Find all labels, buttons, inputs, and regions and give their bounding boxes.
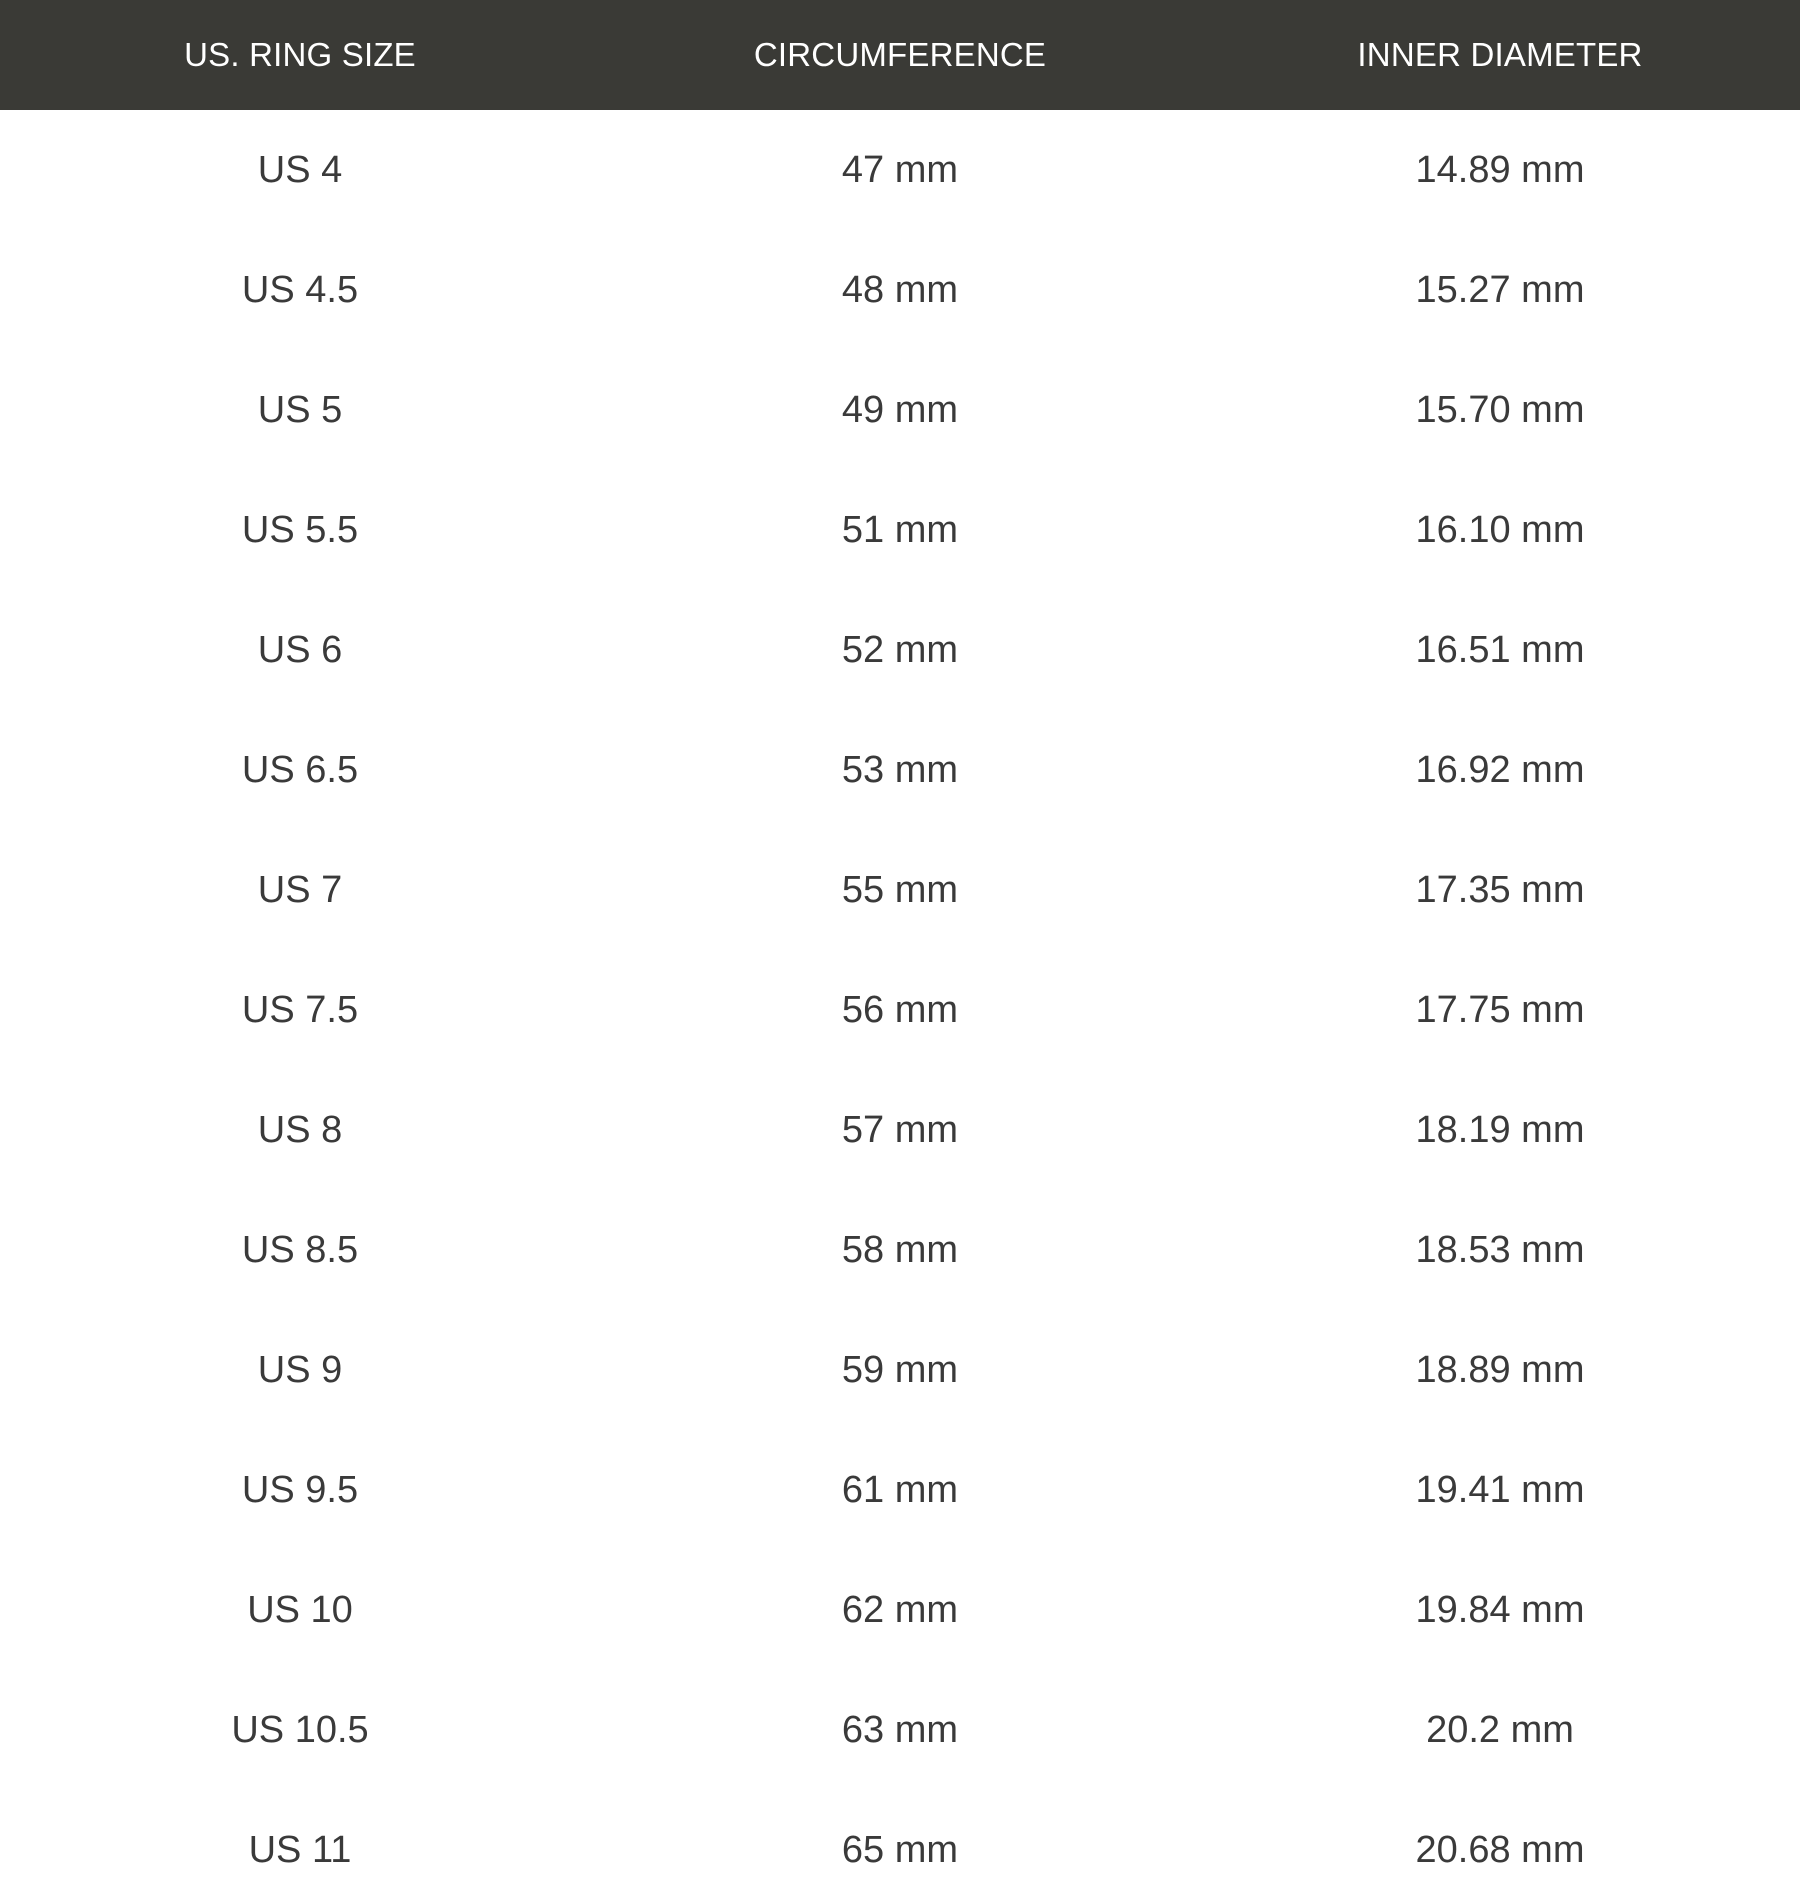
- header-circumference: CIRCUMFERENCE: [753, 36, 1047, 73]
- cell-ring-size: US 7: [257, 868, 343, 911]
- cell-circumference: 49 mm: [841, 388, 959, 431]
- cell-ring-size: US 10: [247, 1588, 353, 1631]
- table-row: [0, 710, 1800, 830]
- cell-inner-diameter: 15.27 mm: [1415, 268, 1585, 311]
- cell-inner-diameter: 18.89 mm: [1415, 1348, 1585, 1391]
- table-row: [0, 1790, 1800, 1888]
- table-row: [0, 830, 1800, 950]
- cell-inner-diameter: 19.41 mm: [1415, 1468, 1585, 1511]
- cell-circumference: 56 mm: [841, 988, 959, 1031]
- cell-inner-diameter: 19.84 mm: [1415, 1588, 1585, 1631]
- cell-ring-size: US 8: [257, 1108, 343, 1151]
- cell-circumference: 57 mm: [841, 1108, 959, 1151]
- table-row: [0, 1550, 1800, 1670]
- table-row: [0, 350, 1800, 470]
- cell-ring-size: US 7.5: [241, 988, 359, 1031]
- cell-ring-size: US 4: [257, 148, 343, 191]
- cell-circumference: 52 mm: [841, 628, 959, 671]
- cell-circumference: 62 mm: [841, 1588, 959, 1631]
- cell-inner-diameter: 15.70 mm: [1415, 388, 1585, 431]
- table-header: [0, 0, 1800, 110]
- cell-circumference: 53 mm: [841, 748, 959, 791]
- cell-inner-diameter: 18.53 mm: [1415, 1228, 1585, 1271]
- cell-inner-diameter: 17.75 mm: [1415, 988, 1585, 1031]
- table-row: [0, 1190, 1800, 1310]
- cell-ring-size: US 6.5: [241, 748, 359, 791]
- cell-ring-size: US 9.5: [241, 1468, 359, 1511]
- table-row: [0, 1070, 1800, 1190]
- table-row: [0, 1430, 1800, 1550]
- table-row: [0, 590, 1800, 710]
- cell-inner-diameter: 16.92 mm: [1415, 748, 1585, 791]
- cell-circumference: 47 mm: [841, 148, 959, 191]
- table-row: [0, 950, 1800, 1070]
- header-ring-size: US. RING SIZE: [184, 36, 416, 73]
- cell-ring-size: US 10.5: [231, 1708, 369, 1751]
- cell-ring-size: US 4.5: [241, 268, 359, 311]
- cell-inner-diameter: 20.2 mm: [1426, 1708, 1574, 1751]
- cell-circumference: 61 mm: [841, 1468, 959, 1511]
- cell-circumference: 51 mm: [841, 508, 959, 551]
- cell-inner-diameter: 14.89 mm: [1415, 148, 1585, 191]
- table-row: [0, 110, 1800, 230]
- cell-ring-size: US 9: [257, 1348, 343, 1391]
- table-row: [0, 230, 1800, 350]
- cell-inner-diameter: 18.19 mm: [1415, 1108, 1585, 1151]
- cell-circumference: 63 mm: [841, 1708, 959, 1751]
- cell-circumference: 48 mm: [841, 268, 959, 311]
- cell-ring-size: US 5.5: [241, 508, 359, 551]
- cell-ring-size: US 6: [257, 628, 343, 671]
- cell-ring-size: US 11: [248, 1828, 352, 1871]
- cell-ring-size: US 5: [257, 388, 343, 431]
- header-inner-diameter: INNER DIAMETER: [1357, 36, 1643, 73]
- cell-inner-diameter: 16.10 mm: [1415, 508, 1585, 551]
- table-body: [0, 110, 1800, 1888]
- cell-ring-size: US 8.5: [241, 1228, 359, 1271]
- cell-circumference: 59 mm: [841, 1348, 959, 1391]
- cell-circumference: 58 mm: [841, 1228, 959, 1271]
- cell-circumference: 55 mm: [841, 868, 959, 911]
- cell-inner-diameter: 17.35 mm: [1415, 868, 1585, 911]
- table-row: [0, 1310, 1800, 1430]
- cell-inner-diameter: 16.51 mm: [1415, 628, 1585, 671]
- table-row: [0, 470, 1800, 590]
- cell-inner-diameter: 20.68 mm: [1415, 1828, 1585, 1871]
- cell-circumference: 65 mm: [841, 1828, 959, 1871]
- table-row: [0, 1670, 1800, 1790]
